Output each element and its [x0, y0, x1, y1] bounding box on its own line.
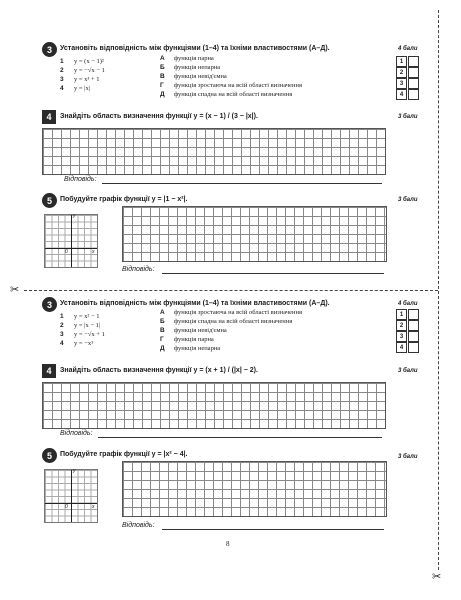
answer-line[interactable] — [162, 273, 384, 274]
answer-label: Відповідь: — [122, 522, 155, 529]
task-instruction: Установіть відповідність між функціями (1–4) та їхніми властивостями (А–Д). — [60, 300, 330, 307]
work-grid[interactable] — [122, 461, 387, 517]
cut-line — [24, 290, 438, 291]
answer-box[interactable] — [408, 67, 419, 78]
answer-row-label: 3 — [396, 78, 407, 89]
work-grid[interactable] — [42, 128, 386, 175]
answer-line[interactable] — [102, 183, 382, 184]
task-number-badge: 3 — [42, 297, 57, 312]
property-item: В функція невід'ємна — [160, 327, 227, 334]
task-instruction: Установіть відповідність між функціями (1–4) та їхніми властивостями (А–Д). — [60, 45, 330, 52]
task-instruction: Знайдіть область визначення функції y = (x − 1) / (3 − |x|). — [60, 113, 258, 120]
points-label: 4 бали — [398, 46, 418, 52]
y-axis — [71, 470, 72, 522]
property-item: Г функція зростаюча на всій області визначення — [160, 82, 302, 89]
task-number-badge: 3 — [42, 42, 57, 57]
answer-box[interactable] — [408, 309, 419, 320]
answer-row-label: 4 — [396, 342, 407, 353]
property-item: Б функція непарна — [160, 64, 221, 71]
answer-label: Відповідь: — [122, 266, 155, 273]
points-label: 3 бали — [398, 454, 418, 460]
task-number-badge: 5 — [42, 448, 57, 463]
answer-row-label: 2 — [396, 320, 407, 331]
task-number-badge: 4 — [42, 364, 56, 378]
task-instruction: Побудуйте графік функції y = |x² − 4|. — [60, 451, 188, 458]
scissors-icon: ✂ — [432, 571, 442, 583]
origin-label: 0 — [65, 504, 68, 510]
answer-box[interactable] — [408, 78, 419, 89]
x-axis-label: x — [92, 504, 95, 510]
answer-label: Відповідь: — [64, 176, 97, 183]
function-item: 2 y = −√x − 1 — [60, 67, 105, 74]
answer-box[interactable] — [408, 56, 419, 67]
function-item: 3 y = x³ + 1 — [60, 76, 100, 83]
answer-grid — [396, 56, 419, 100]
answer-row-label: 3 — [396, 331, 407, 342]
x-axis — [45, 503, 97, 504]
function-item: 1 y = (x − 1)² — [60, 58, 104, 65]
answer-label: Відповідь: — [60, 430, 93, 437]
points-label: 3 бали — [398, 114, 418, 120]
answer-grid — [396, 309, 419, 353]
origin-label: 0 — [65, 249, 68, 255]
answer-row-label: 4 — [396, 89, 407, 100]
task-number-badge: 4 — [42, 110, 56, 124]
function-item: 4 y = −x³ — [60, 340, 94, 347]
scissors-icon: ✂ — [10, 284, 20, 296]
page-number: 8 — [226, 540, 230, 548]
x-axis — [45, 248, 97, 249]
task-number-badge: 5 — [42, 193, 57, 208]
property-item: Г функція парна — [160, 336, 214, 343]
answer-box[interactable] — [408, 320, 419, 331]
answer-row-label: 2 — [396, 67, 407, 78]
property-item: Б функція спадна на всій області визначення — [160, 318, 293, 325]
points-label: 3 бали — [398, 368, 418, 374]
property-item: В функція невід'ємна — [160, 73, 227, 80]
property-item: Д функція спадна на всій області визначення — [160, 91, 293, 98]
property-item: Д функція непарна — [160, 345, 221, 352]
property-item: А функція парна — [160, 55, 214, 62]
work-grid[interactable] — [42, 382, 386, 429]
coordinate-plane — [44, 469, 98, 523]
property-item: А функція зростаюча на всій області визначення — [160, 309, 302, 316]
task-instruction: Знайдіть область визначення функції y = (x + 1) / (|x| − 2). — [60, 367, 258, 374]
y-axis — [71, 215, 72, 267]
answer-row-label: 1 — [396, 309, 407, 320]
function-item: 1 y = x² − 1 — [60, 313, 100, 320]
y-axis-label: y — [73, 213, 76, 219]
function-item: 2 y = |x − 1| — [60, 322, 101, 329]
answer-line[interactable] — [98, 437, 382, 438]
coordinate-plane — [44, 214, 98, 268]
answer-box[interactable] — [408, 331, 419, 342]
function-item: 3 y = −√x + 1 — [60, 331, 105, 338]
answer-box[interactable] — [408, 89, 419, 100]
points-label: 3 бали — [398, 197, 418, 203]
x-axis-label: x — [92, 249, 95, 255]
cut-line-vertical — [438, 10, 439, 570]
function-item: 4 y = |x| — [60, 85, 91, 92]
task-instruction: Побудуйте графік функції y = |1 − x²|. — [60, 196, 188, 203]
points-label: 4 бали — [398, 301, 418, 307]
answer-row-label: 1 — [396, 56, 407, 67]
y-axis-label: y — [73, 468, 76, 474]
answer-box[interactable] — [408, 342, 419, 353]
work-grid[interactable] — [122, 206, 387, 262]
answer-line[interactable] — [162, 529, 384, 530]
